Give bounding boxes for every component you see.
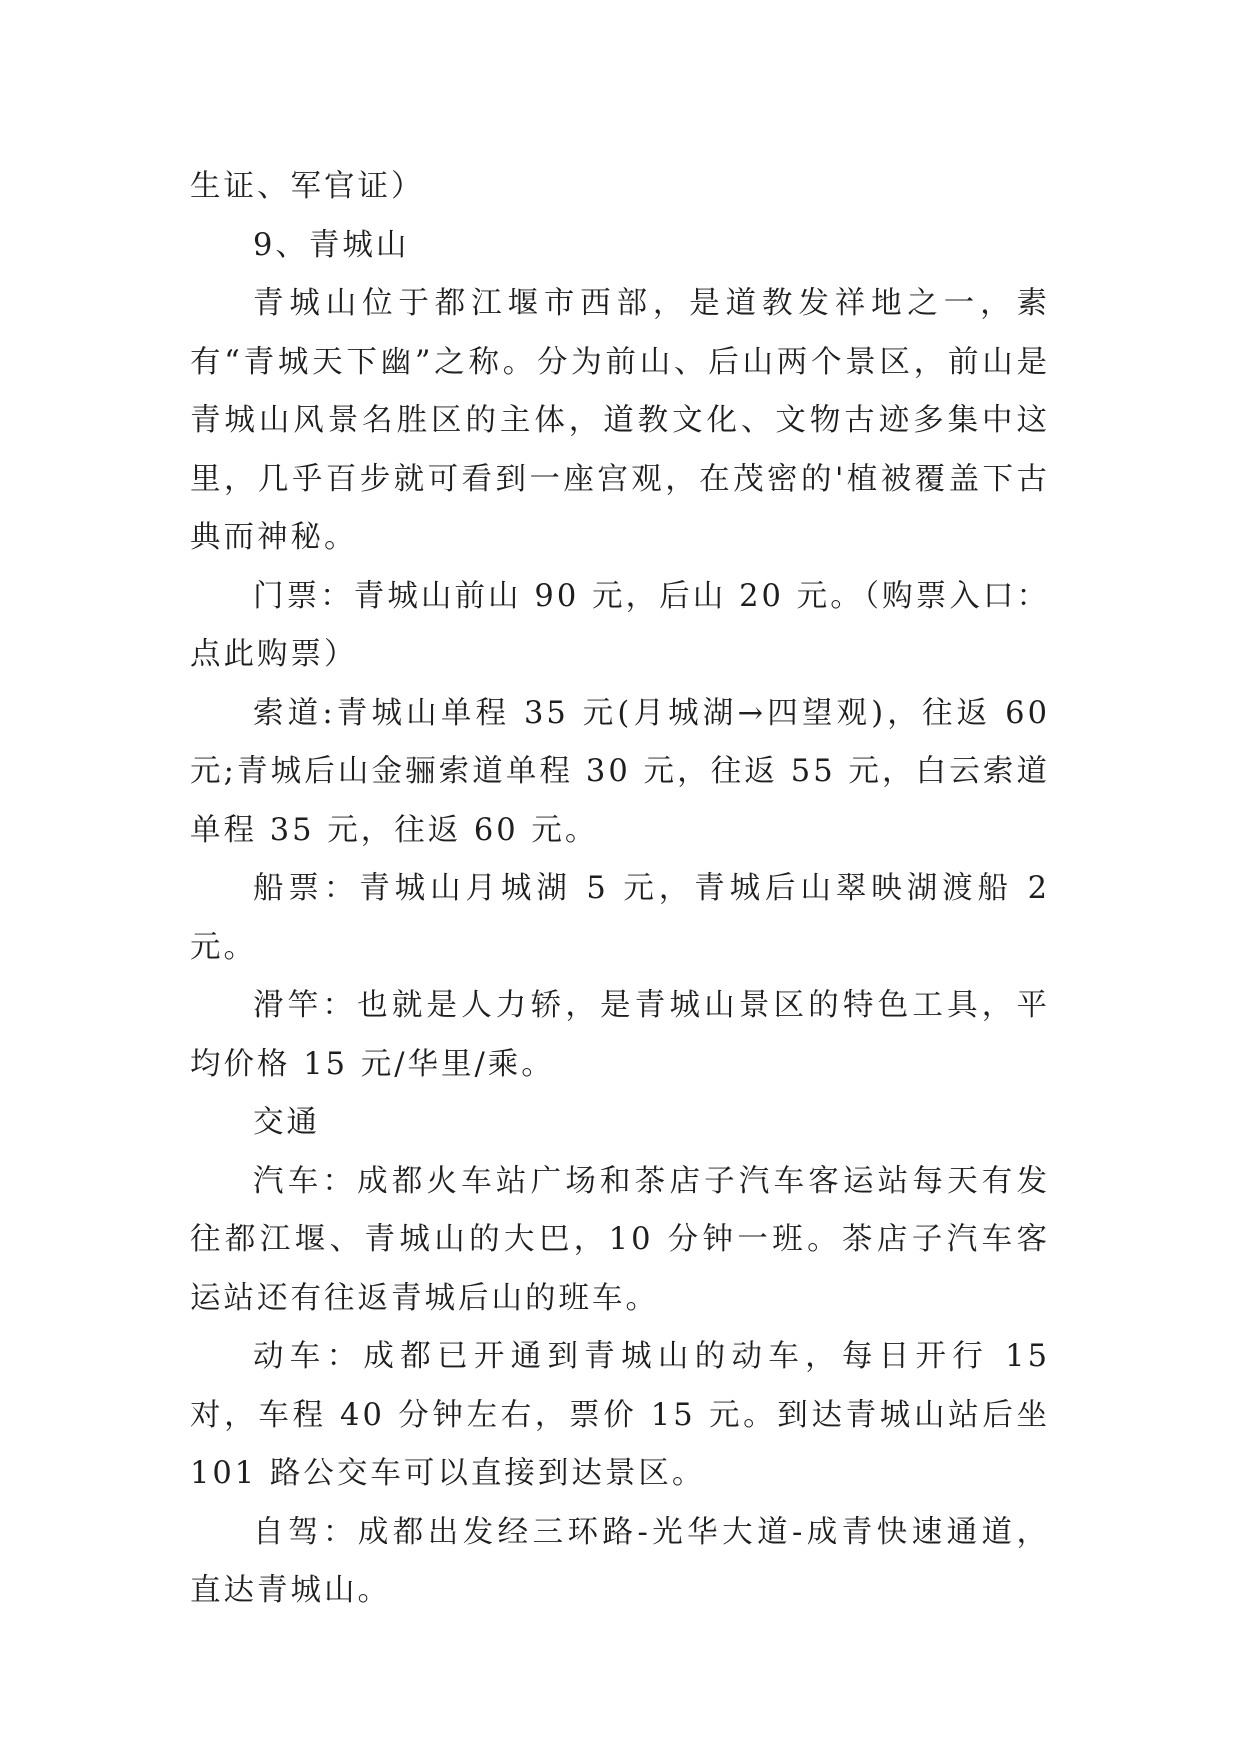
paragraph-cableway: 索道:青城山单程 35 元(月城湖→四望观)，往返 60 元;青城后山金骊索道单程 30 元，往返 55 元，白云索道单程 35 元，往返 60 元。: [190, 695, 1050, 848]
paragraph-boat: 船票：青城山月城湖 5 元，青城后山翠映湖渡船 2 元。: [190, 871, 1050, 965]
section-heading-qingcheng: 9、青城山: [253, 227, 410, 263]
paragraph-continuation: 生证、军官证）: [190, 169, 425, 204]
paragraph-train: 动车：成都已开通到青城山的动车，每日开行 15 对，车程 40 分钟左右，票价 15 元。到达青城山站后坐 101 路公交车可以直接到达景区。: [190, 1339, 1050, 1491]
paragraph-intro: 青城山位于都江堰市西部，是道教发祥地之一，素有“青城天下幽”之称。分为前山、后山两个景区，前山是青城山风景名胜区的主体，道教文化、文物古迹多集中这里，几乎百步就可看到一座宫观，在茂密的'植被覆盖下古典而神秘。: [190, 286, 1050, 555]
paragraph-sedan: 滑竿：也就是人力轿，是青城山景区的特色工具，平均价格 15 元/华里/乘。: [190, 988, 1050, 1082]
document-body: [190, 158, 1050, 1621]
paragraph-tickets: 门票：青城山前山 90 元，后山 20 元。（购票入口：点此购票）: [190, 578, 1050, 672]
paragraph-bus: 汽车：成都火车站广场和茶店子汽车客运站每天有发往都江堰、青城山的大巴，10 分钟一班。茶店子汽车客运站还有往返青城后山的班车。: [190, 1163, 1050, 1316]
section-heading-transport: 交通: [253, 1105, 320, 1140]
paragraph-driving: 自驾：成都出发经三环路-光华大道-成青快速通道，直达青城山。: [190, 1514, 1050, 1608]
